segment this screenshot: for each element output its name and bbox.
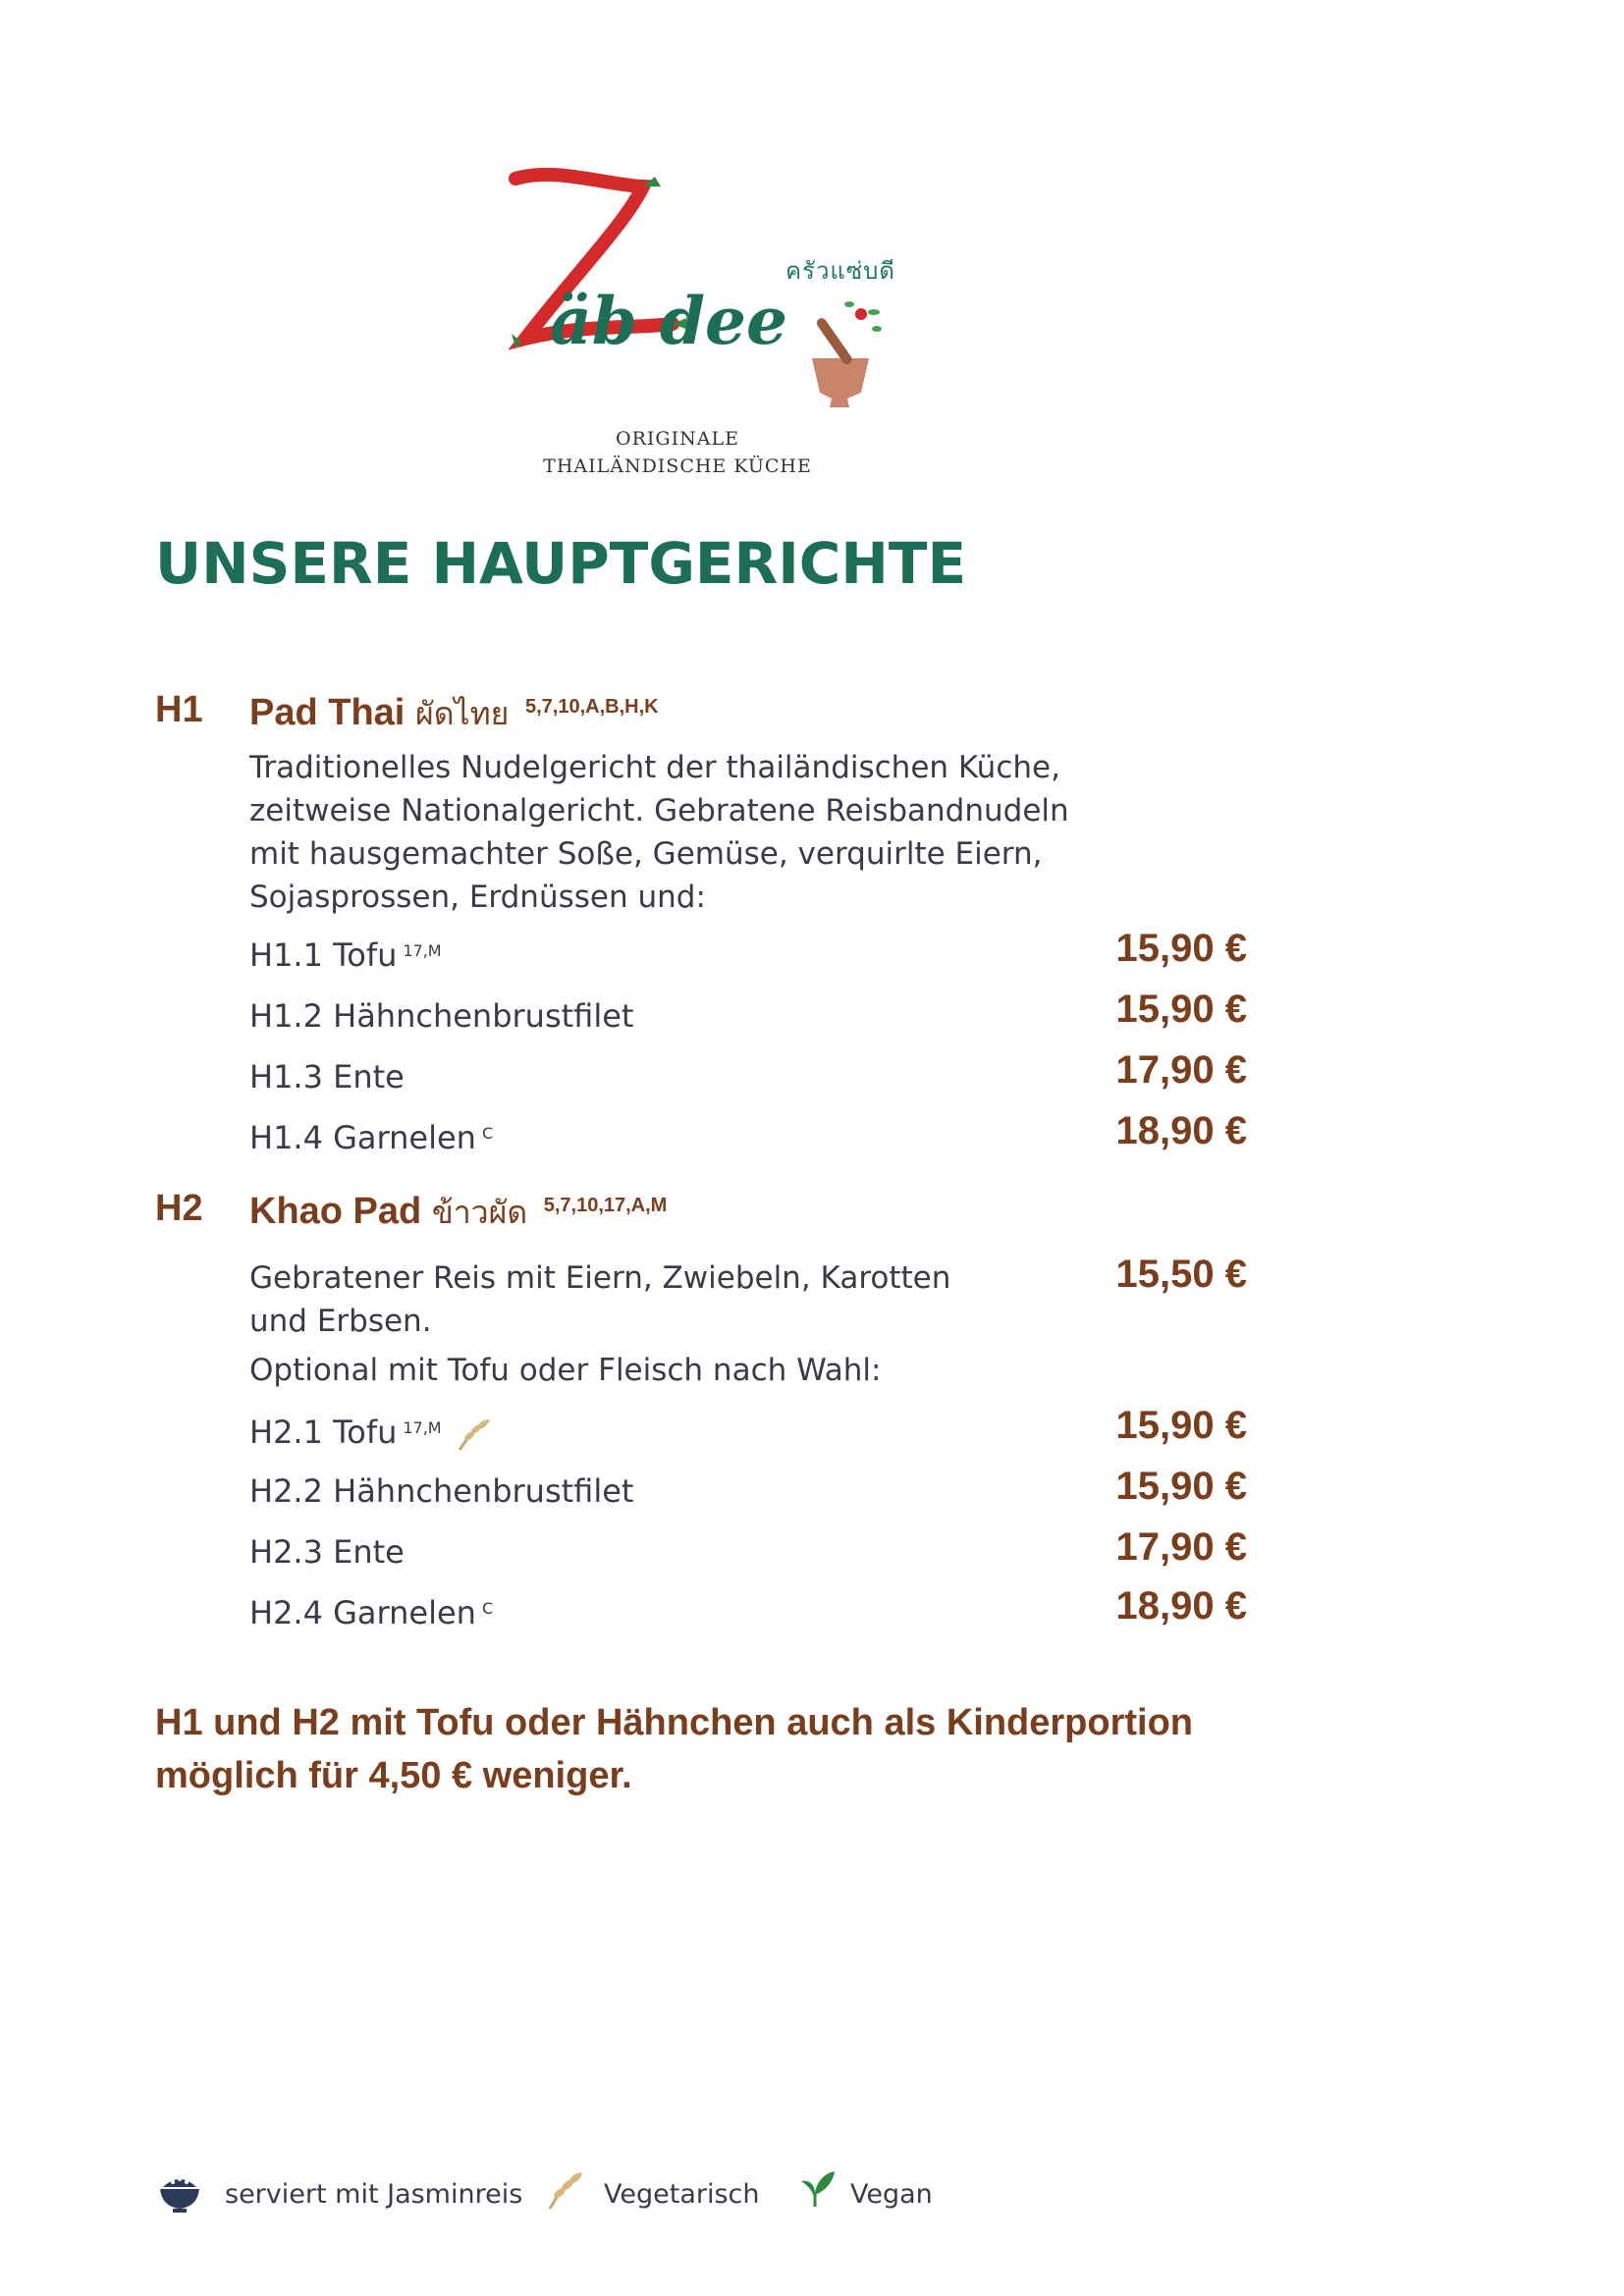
- logo-subtitle-line1: ORIGINALE: [616, 428, 739, 450]
- option-price: 18,90 €: [1115, 1109, 1247, 1152]
- option-row: H2.2 Hähnchenbrustfilet: [249, 1472, 634, 1510]
- optional-text: Optional mit Tofu oder Fleisch nach Wahl:: [249, 1353, 882, 1388]
- option-row: H2.1 Tofu $^{17,M}$: [249, 1414, 495, 1452]
- description-line: zeitweise Nationalgericht. Gebratene Reisbandnudeln: [249, 793, 1069, 828]
- wheat-icon: [456, 1416, 495, 1452]
- dish-description: [249, 746, 1084, 919]
- dish-thai-name: ข้าวผัด: [431, 1194, 528, 1231]
- description-line: Gebratener Reis mit Eiern, Zwiebeln, Karotten: [249, 1260, 951, 1296]
- note-line: H1 und H2 mit Tofu oder Hähnchen auch als Kinderportion: [155, 1702, 1194, 1743]
- legend-label-rice: serviert mit Jasminreis: [225, 2179, 523, 2210]
- option-allergens: C: [481, 1124, 494, 1143]
- dish-description: [249, 1256, 1084, 1343]
- dish-code: H1: [155, 689, 203, 730]
- description-line: Sojasprossen, Erdnüssen und:: [249, 880, 706, 915]
- page-title: UNSERE HAUPTGERICHTE: [155, 530, 967, 597]
- dish-title: [249, 1188, 667, 1238]
- option-row: H1.3 Ente: [249, 1058, 405, 1095]
- option-allergens: 17,M: [403, 1418, 442, 1437]
- option-row: H2.4 Garnelen $^C$: [249, 1594, 494, 1631]
- legend-label-vegetarian: Vegetarisch: [604, 2179, 760, 2210]
- svg-text:äb dee: äb dee: [550, 283, 788, 359]
- base-price: 15,50 €: [1115, 1253, 1247, 1296]
- logo-subtitle-line2: THAILÄNDISCHE KÜCHE: [543, 455, 812, 477]
- dish-code: H2: [155, 1188, 203, 1229]
- wheat-icon: [544, 2169, 587, 2213]
- option-price: 18,90 €: [1115, 1584, 1247, 1628]
- option-price: 17,90 €: [1115, 1525, 1247, 1569]
- dish-name: Khao Pad: [249, 1191, 422, 1232]
- description-line: Traditionelles Nudelgericht der thailändischen Küche,: [249, 750, 1060, 785]
- option-row: H1.4 Garnelen $^C$: [249, 1119, 494, 1156]
- dish-thai-name: ผัดไทย: [414, 695, 510, 732]
- kids-portion-note: [155, 1696, 1333, 1802]
- description-line: und Erbsen.: [249, 1304, 432, 1339]
- option-row: H1.2 Hähnchenbrustfilet: [249, 997, 634, 1035]
- logo-thai-tagline: ครัวแซ่บดี: [785, 257, 895, 285]
- option-price: 15,90 €: [1115, 1465, 1247, 1508]
- description-line: mit hausgemachter Soße, Gemüse, verquirlte Eiern,: [249, 836, 1043, 872]
- option-row: H2.3 Ente: [249, 1533, 405, 1571]
- option-row: H1.1 Tofu $^{17,M}$: [249, 936, 442, 974]
- dish-name: Pad Thai: [249, 692, 406, 733]
- dish-allergens: 5,7,10,A,B,H,K: [524, 696, 659, 718]
- dish-title: [249, 689, 659, 739]
- note-line: möglich für 4,50 € weniger.: [155, 1755, 632, 1796]
- rice-bowl-icon: [157, 2171, 202, 2215]
- option-price: 15,90 €: [1115, 1404, 1247, 1447]
- option-allergens: C: [481, 1599, 494, 1618]
- option-price: 15,90 €: [1115, 988, 1247, 1031]
- option-price: 17,90 €: [1115, 1048, 1247, 1092]
- leaf-icon: [791, 2167, 839, 2211]
- legend-label-vegan: Vegan: [850, 2179, 933, 2210]
- option-allergens: 17,M: [403, 941, 442, 960]
- dish-allergens: 5,7,10,17,A,M: [543, 1195, 668, 1216]
- option-price: 15,90 €: [1115, 927, 1247, 970]
